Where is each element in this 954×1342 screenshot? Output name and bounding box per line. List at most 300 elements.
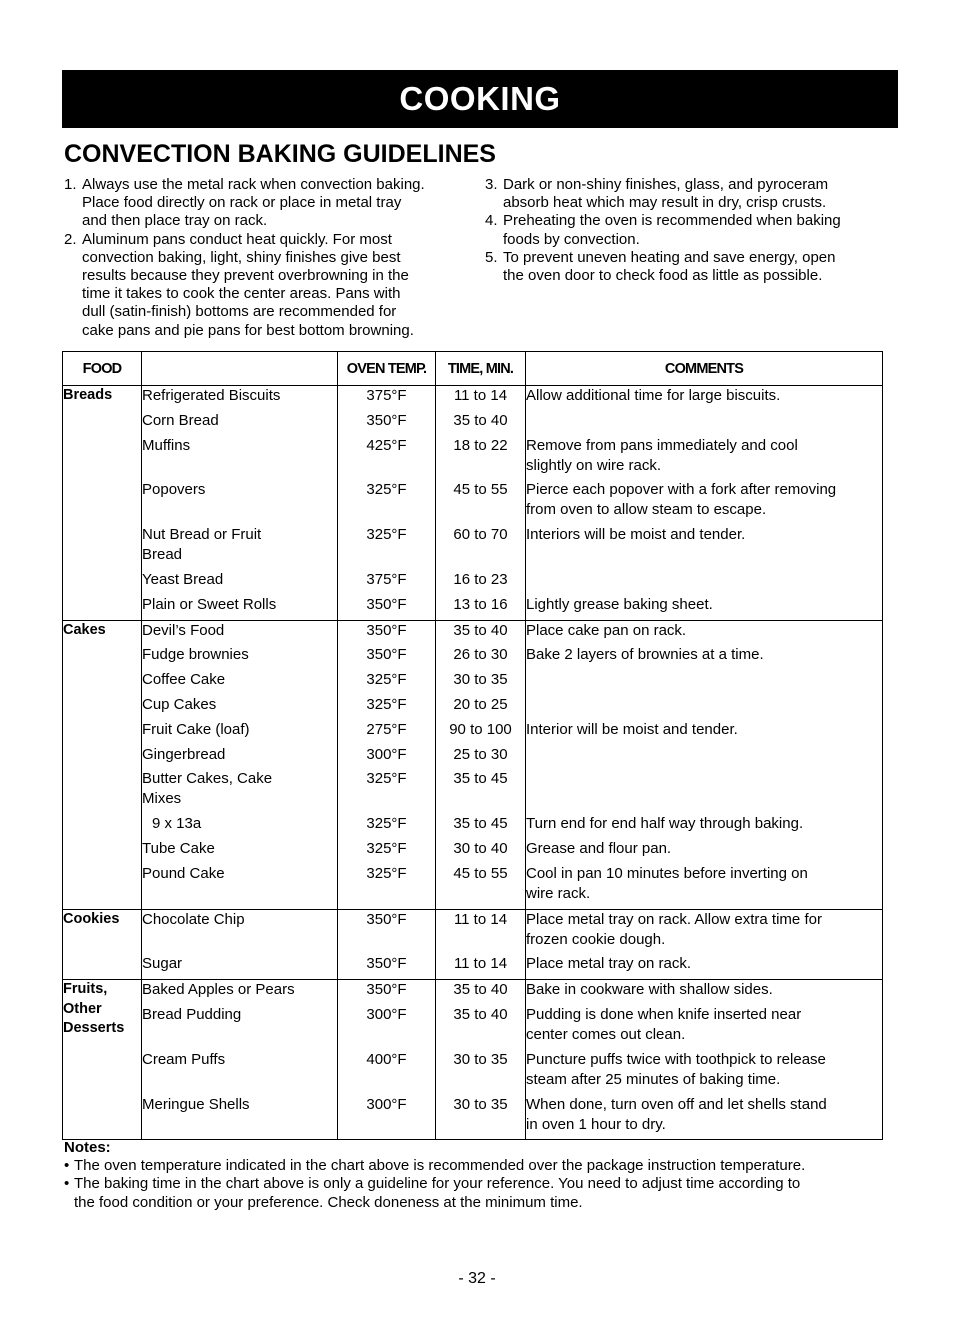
text-line: Tube Cake <box>142 839 215 857</box>
text-line: 11 to 14 <box>453 910 508 928</box>
text-line: When done, turn oven off and let shells stand <box>526 1095 827 1113</box>
time-value <box>436 595 525 615</box>
food-item <box>142 436 337 476</box>
notes-title: Notes: <box>64 1139 111 1156</box>
text-line: Bread Pudding <box>142 1005 242 1023</box>
text-line: Nut Bread or Fruit <box>142 526 262 544</box>
food-item <box>142 910 337 950</box>
oven-temp-value <box>338 670 435 690</box>
oven-temp-value <box>338 745 435 765</box>
text-line: absorb heat which may result in dry, crisp crusts. <box>503 194 827 212</box>
guideline-number: 1. <box>64 176 77 193</box>
time-cell <box>436 909 526 980</box>
category-label: Other <box>63 1000 102 1017</box>
oven-temp-value <box>338 980 435 1000</box>
comment-item <box>526 910 882 950</box>
text-line: Bread <box>142 546 183 564</box>
comment-item <box>526 745 882 765</box>
text-line: Devil’s Food <box>142 621 225 639</box>
header-time: TIME, MIN. <box>436 352 526 386</box>
text-line: the food condition or your preference. Check doneness at the minimum time. <box>74 1193 583 1211</box>
text-line: 30 to 40 <box>453 839 508 857</box>
text-line <box>526 695 882 715</box>
text-line: Cool in pan 10 minutes before inverting on <box>526 864 808 882</box>
comments-cell <box>526 620 883 909</box>
spacer <box>436 545 525 565</box>
page-number: - 32 - <box>458 1270 496 1287</box>
spacer <box>436 884 525 904</box>
text-line: 325°F <box>366 481 407 499</box>
text-line: Pierce each popover with a fork after removing <box>526 481 837 499</box>
text-line: 30 to 35 <box>453 1095 508 1113</box>
text-line <box>142 1115 337 1135</box>
spacer <box>436 456 525 476</box>
text-line: 35 to 40 <box>453 411 508 429</box>
text-line: Baked Apples or Pears <box>142 981 295 999</box>
text-line: 325°F <box>366 526 407 544</box>
text-line: wire rack. <box>526 884 591 902</box>
text-line: Allow additional time for large biscuits. <box>526 387 781 404</box>
text-line: Puncture puffs twice with toothpick to release <box>526 1050 826 1068</box>
time-value <box>436 839 525 859</box>
text-line: Pudding is done when knife inserted near <box>526 1005 802 1023</box>
comment-item <box>526 954 882 974</box>
text-line: 90 to 100 <box>449 720 512 738</box>
comment-item <box>526 570 882 590</box>
text-line: 35 to 40 <box>453 981 508 999</box>
text-line: Mixes <box>142 790 182 808</box>
guideline-text <box>503 249 885 285</box>
text-line: from oven to allow steam to escape. <box>526 501 767 519</box>
time-value <box>436 570 525 590</box>
food-item <box>142 570 337 590</box>
time-value <box>436 745 525 765</box>
text-line: cake pans and pie pans for best bottom browning. <box>82 321 414 339</box>
spacer <box>436 1115 525 1135</box>
spacer <box>338 930 435 950</box>
text-line: Interior will be moist and tender. <box>526 720 738 738</box>
header-oven-temp: OVEN TEMP. <box>338 352 436 386</box>
text-line: Meringue Shells <box>142 1095 250 1113</box>
oven-temp-value <box>338 814 435 834</box>
oven-temp-value <box>338 769 435 809</box>
guidelines-list-right <box>485 176 885 285</box>
text-line: 16 to 23 <box>453 570 508 588</box>
text-line: dull (satin-finish) bottoms are recommended for <box>82 303 397 321</box>
text-line: 375°F <box>366 387 407 404</box>
food-cell <box>142 909 338 980</box>
food-item <box>142 954 337 974</box>
text-line: Popovers <box>142 481 206 499</box>
note-text <box>74 1157 884 1175</box>
spacer <box>436 1070 525 1090</box>
table-group-row <box>63 909 883 980</box>
spacer <box>338 545 435 565</box>
time-value <box>436 695 525 715</box>
text-line: center comes out clean. <box>526 1025 686 1043</box>
text-line <box>142 930 337 950</box>
text-line: 300°F <box>366 1005 407 1023</box>
guideline-text <box>503 212 885 248</box>
text-line: 35 to 45 <box>453 815 508 833</box>
time-value <box>436 864 525 904</box>
comment-item <box>526 621 882 641</box>
text-line: 45 to 55 <box>453 864 508 882</box>
spacer <box>338 884 435 904</box>
text-line: 18 to 22 <box>453 436 508 454</box>
text-line: 350°F <box>366 910 407 928</box>
spacer <box>338 1025 435 1045</box>
category-label: Fruits, <box>63 981 108 998</box>
food-item <box>142 839 337 859</box>
text-line: 400°F <box>366 1050 407 1068</box>
comment-item <box>526 386 882 406</box>
table-group-row <box>63 980 883 1140</box>
spacer <box>436 789 525 809</box>
time-cell <box>436 980 526 1140</box>
oven-temp-value <box>338 864 435 904</box>
text-line: 375°F <box>366 570 407 588</box>
spacer <box>338 789 435 809</box>
comment-item <box>526 720 882 740</box>
category-label: Cakes <box>63 621 106 638</box>
text-line: Butter Cakes, Cake <box>142 770 273 788</box>
text-line: Chocolate Chip <box>142 910 245 928</box>
text-line: Pound Cake <box>142 864 225 882</box>
time-value <box>436 910 525 950</box>
category-label: Desserts <box>63 1020 125 1037</box>
table-group-row <box>63 386 883 621</box>
time-value <box>436 525 525 565</box>
guideline-text <box>82 176 464 231</box>
text-line: 325°F <box>366 695 407 713</box>
text-line <box>526 745 882 765</box>
text-line: 11 to 14 <box>453 955 508 973</box>
text-line: 350°F <box>366 621 407 639</box>
food-item <box>142 814 337 834</box>
text-line: time it takes to cook the center areas. Pans with <box>82 285 401 303</box>
food-item <box>142 745 337 765</box>
guideline-number: 5. <box>485 248 498 266</box>
time-value <box>436 621 525 641</box>
time-value <box>436 645 525 665</box>
food-item <box>142 695 337 715</box>
bullet-icon: • <box>64 1157 70 1175</box>
food-item <box>142 980 337 1000</box>
text-line: 35 to 40 <box>453 621 508 639</box>
spacer <box>436 930 525 950</box>
text-line: 350°F <box>366 595 407 613</box>
text-line: 350°F <box>366 646 407 664</box>
food-cell <box>142 980 338 1140</box>
convection-baking-table <box>62 351 883 1140</box>
text-line: the oven door to check food as little as possible. <box>503 267 823 285</box>
page-banner <box>62 70 898 128</box>
section-title: CONVECTION BAKING GUIDELINES <box>64 140 496 168</box>
category-cell <box>63 980 142 1140</box>
comment-item <box>526 839 882 859</box>
text-line: Remove from pans immediately and cool <box>526 436 798 454</box>
comment-item <box>526 436 882 476</box>
oven-temp-value <box>338 436 435 476</box>
text-line: 325°F <box>366 815 407 833</box>
oven-temp-value <box>338 1050 435 1090</box>
oven-temp-value <box>338 910 435 950</box>
spacer <box>338 456 435 476</box>
guideline-item <box>64 231 464 340</box>
banner-title: COOKING <box>399 80 561 117</box>
oven-temp-value <box>338 595 435 615</box>
comment-item <box>526 645 882 665</box>
text-line: 11 to 14 <box>453 387 508 404</box>
food-item <box>142 386 337 406</box>
text-line: Corn Bread <box>142 411 219 429</box>
text-line: slightly on wire rack. <box>526 456 662 474</box>
text-line <box>526 570 882 590</box>
time-value <box>436 480 525 520</box>
category-cell <box>63 386 142 621</box>
spacer <box>338 1070 435 1090</box>
oven-temp-value <box>338 720 435 740</box>
comment-item <box>526 411 882 431</box>
food-item <box>142 621 337 641</box>
comment-item <box>526 670 882 690</box>
food-item <box>142 864 337 904</box>
note-text <box>74 1175 884 1211</box>
food-cell <box>142 386 338 621</box>
food-item <box>142 769 337 809</box>
food-item <box>142 670 337 690</box>
food-item <box>142 411 337 431</box>
text-line: Gingerbread <box>142 745 226 763</box>
oven-temp-value <box>338 1095 435 1135</box>
time-value <box>436 814 525 834</box>
text-line: 26 to 30 <box>453 646 508 664</box>
time-value <box>436 1005 525 1045</box>
guideline-item <box>64 176 464 231</box>
text-line: convection baking, light, shiny finishes give best <box>82 248 401 266</box>
comment-item <box>526 1095 882 1135</box>
oven-temp-value <box>338 645 435 665</box>
text-line: Fudge brownies <box>142 646 249 664</box>
text-line: and then place tray on rack. <box>82 212 268 230</box>
notes-section <box>64 1139 884 1212</box>
text-line <box>142 1025 337 1045</box>
category-label: Breads <box>63 387 113 403</box>
comment-item <box>526 769 882 809</box>
text-line: Aluminum pans conduct heat quickly. For most <box>82 230 392 248</box>
oven-temp-cell <box>338 386 436 621</box>
oven-temp-value <box>338 621 435 641</box>
text-line: Muffins <box>142 436 191 454</box>
text-line: 25 to 30 <box>453 745 508 763</box>
text-line: 425°F <box>366 436 407 454</box>
category-label: Cookies <box>63 910 120 927</box>
header-blank <box>142 352 338 386</box>
spacer <box>436 500 525 520</box>
spacer <box>338 1115 435 1135</box>
oven-temp-value <box>338 570 435 590</box>
text-line: 350°F <box>366 411 407 429</box>
time-value <box>436 436 525 476</box>
text-line: 9 x 13a <box>152 815 202 833</box>
text-line: Yeast Bread <box>142 570 224 588</box>
text-line: 45 to 55 <box>453 481 508 499</box>
text-line: 30 to 35 <box>453 671 508 689</box>
time-value <box>436 411 525 431</box>
guideline-item <box>485 212 885 248</box>
comment-item <box>526 1050 882 1090</box>
text-line: The baking time in the chart above is only a guideline for your reference. You need to adjust time according to <box>74 1175 801 1193</box>
text-line: Sugar <box>142 955 183 973</box>
table-group-row <box>63 620 883 909</box>
text-line: 325°F <box>366 770 407 788</box>
comment-item <box>526 595 882 615</box>
category-cell <box>63 909 142 980</box>
text-line: 325°F <box>366 671 407 689</box>
text-line: Place metal tray on rack. Allow extra time for <box>526 910 822 928</box>
text-line: Always use the metal rack when convection baking. <box>82 176 425 193</box>
oven-temp-value <box>338 411 435 431</box>
food-item <box>142 480 337 520</box>
text-line: Preheating the oven is recommended when baking <box>503 212 841 230</box>
spacer <box>338 500 435 520</box>
text-line: Bake 2 layers of brownies at a time. <box>526 646 764 664</box>
time-value <box>436 1095 525 1135</box>
text-line: 325°F <box>366 864 407 882</box>
time-value <box>436 720 525 740</box>
oven-temp-value <box>338 386 435 406</box>
guideline-number: 2. <box>64 230 77 248</box>
food-cell <box>142 620 338 909</box>
food-item <box>142 595 337 615</box>
guidelines-list-left <box>64 176 464 340</box>
text-line: 13 to 16 <box>453 595 508 613</box>
time-cell <box>436 620 526 909</box>
text-line: steam after 25 minutes of baking time. <box>526 1070 781 1088</box>
time-cell <box>436 386 526 621</box>
text-line: Dark or non-shiny finishes, glass, and pyroceram <box>503 176 829 193</box>
food-item <box>142 525 337 565</box>
text-line: Fruit Cake (loaf) <box>142 720 250 738</box>
text-line: results because they prevent overbrowning in the <box>82 267 409 285</box>
text-line <box>526 670 882 690</box>
oven-temp-value <box>338 1005 435 1045</box>
text-line: Plain or Sweet Rolls <box>142 595 277 613</box>
bullet-icon: • <box>64 1175 70 1193</box>
text-line <box>526 769 882 789</box>
food-item <box>142 645 337 665</box>
comments-cell <box>526 980 883 1140</box>
text-line <box>526 789 882 809</box>
text-line: 35 to 45 <box>453 770 508 788</box>
oven-temp-cell <box>338 620 436 909</box>
text-line: Interiors will be moist and tender. <box>526 526 746 544</box>
comment-item <box>526 980 882 1000</box>
oven-temp-value <box>338 695 435 715</box>
text-line: Place cake pan on rack. <box>526 621 687 639</box>
time-value <box>436 670 525 690</box>
text-line: Bake in cookware with shallow sides. <box>526 981 773 999</box>
comments-cell <box>526 386 883 621</box>
comment-item <box>526 1005 882 1045</box>
text-line <box>526 545 882 565</box>
comment-item <box>526 864 882 904</box>
table-header-row <box>63 352 883 386</box>
time-value <box>436 954 525 974</box>
oven-temp-cell <box>338 980 436 1140</box>
spacer <box>436 1025 525 1045</box>
text-line <box>142 884 337 904</box>
text-line: Refrigerated Biscuits <box>142 387 281 404</box>
text-line <box>142 1070 337 1090</box>
text-line: 30 to 35 <box>453 1050 508 1068</box>
food-item <box>142 1050 337 1090</box>
text-line <box>142 500 337 520</box>
text-line <box>526 411 882 431</box>
time-value <box>436 386 525 406</box>
note-item <box>64 1175 884 1211</box>
oven-temp-value <box>338 525 435 565</box>
guideline-item <box>485 249 885 285</box>
text-line: in oven 1 hour to dry. <box>526 1115 666 1133</box>
text-line: Place metal tray on rack. <box>526 955 692 973</box>
time-value <box>436 1050 525 1090</box>
text-line: frozen cookie dough. <box>526 930 666 948</box>
oven-temp-value <box>338 839 435 859</box>
comment-item <box>526 480 882 520</box>
text-line: 20 to 25 <box>453 695 508 713</box>
comment-item <box>526 525 882 565</box>
text-line: 60 to 70 <box>453 526 508 544</box>
time-value <box>436 980 525 1000</box>
text-line: 35 to 40 <box>453 1005 508 1023</box>
oven-temp-value <box>338 954 435 974</box>
text-line: Coffee Cake <box>142 671 226 689</box>
food-item <box>142 1005 337 1045</box>
comment-item <box>526 814 882 834</box>
category-cell <box>63 620 142 909</box>
text-line: Cup Cakes <box>142 695 217 713</box>
text-line: 300°F <box>366 745 407 763</box>
time-value <box>436 769 525 809</box>
food-item <box>142 720 337 740</box>
text-line: Place food directly on rack or place in metal tray <box>82 194 402 212</box>
oven-temp-cell <box>338 909 436 980</box>
text-line: Grease and flour pan. <box>526 839 672 857</box>
text-line: Lightly grease baking sheet. <box>526 595 713 613</box>
oven-temp-value <box>338 480 435 520</box>
note-item <box>64 1157 884 1175</box>
comment-item <box>526 695 882 715</box>
text-line: 350°F <box>366 981 407 999</box>
text-line: 350°F <box>366 955 407 973</box>
guideline-number: 4. <box>485 212 498 230</box>
guideline-text <box>82 231 464 340</box>
text-line: foods by convection. <box>503 230 640 248</box>
guideline-text <box>503 176 885 212</box>
text-line <box>142 456 337 476</box>
guideline-number: 3. <box>485 176 498 193</box>
text-line: Turn end for end half way through baking. <box>526 815 804 833</box>
comments-cell <box>526 909 883 980</box>
text-line: To prevent uneven heating and save energy, open <box>503 248 836 266</box>
guideline-item <box>485 176 885 212</box>
text-line: Cream Puffs <box>142 1050 226 1068</box>
text-line: 300°F <box>366 1095 407 1113</box>
food-item <box>142 1095 337 1135</box>
header-food: FOOD <box>63 352 142 386</box>
